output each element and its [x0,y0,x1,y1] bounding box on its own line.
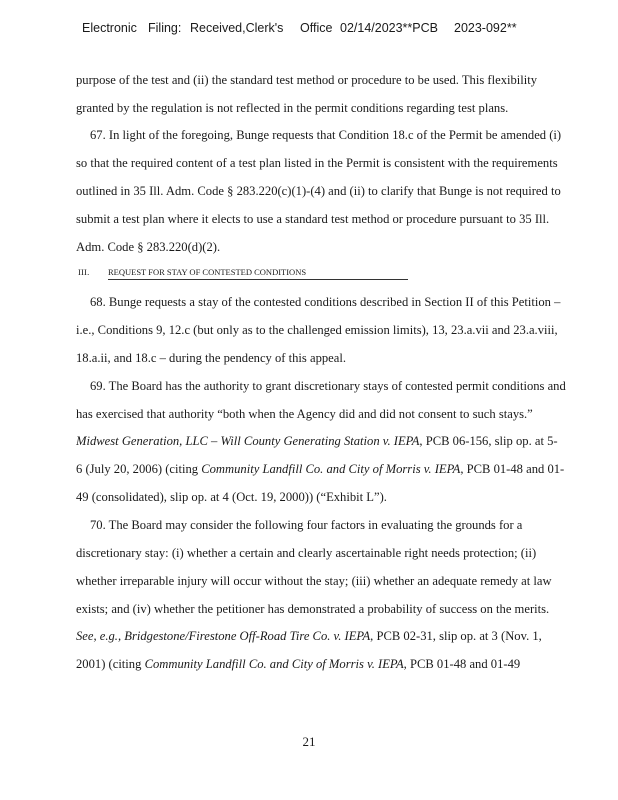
text-line: Adm. Code § 283.220(d)(2). [76,240,221,254]
citation-line [76,628,606,644]
section-heading: REQUEST FOR STAY OF CONTESTED CONDITIONS [108,267,408,280]
citation-text: 6 (July 20, 2006) (citing [76,462,202,476]
text-line: has exercised that authority “both when the Agency did and did not consent to such stays.” [76,407,533,421]
text-line: exists; and (iv) whether the petitioner has demonstrated a probability of success on the merits. [76,602,550,616]
header-received: Received,Clerk's [190,21,284,35]
text-line: 18.a.ii, and 18.c – during the pendency of this appeal. [76,351,346,365]
page-number: 21 [302,734,316,749]
citation-text: , PCB 06-156, slip op. at 5- [419,434,558,448]
text-line: 49 (consolidated), slip op. at 4 (Oct. 19, 2000)) (“Exhibit L”). [76,490,387,504]
paragraph-67-start: 67. In light of the foregoing, Bunge requests that Condition 18.c of the Permit be amended (i) [90,128,562,142]
citation-line [76,461,606,477]
text-line: whether irreparable injury will occur without the stay; (iii) whether an adequate remedy at law [76,574,552,588]
text-line: outlined in 35 Ill. Adm. Code § 283.220(c)(1)-(4) and (ii) to clarify that Bunge is not required to [76,184,561,198]
header-electronic: Electronic [82,21,137,35]
citation-line [76,433,606,449]
header-case: 2023-092** [454,21,517,35]
header-date: 02/14/2023**PCB [340,21,438,35]
case-name: Community Landfill Co. and City of Morris v. IEPA [201,462,461,476]
header-filing: Filing: [148,21,182,35]
header-office: Office [300,21,333,35]
citation-text: , PCB 02-31, slip op. at 3 (Nov. 1, [370,629,542,643]
citation-text: , PCB 01-48 and 01- [460,462,565,476]
paragraph-68-start: 68. Bunge requests a stay of the contested conditions described in Section II of this Petition – [90,295,561,309]
text-line: submit a test plan where it elects to use a standard test method or procedure pursuant to 35 Ill. [76,212,550,226]
citation-text: , PCB 01-48 and 01-49 [403,657,521,671]
text-line: so that the required content of a test plan listed in the Permit is consistent with the requirements [76,156,558,170]
citation-text: 2001) (citing [76,657,145,671]
case-name: Community Landfill Co. and City of Morris v. IEPA [144,657,404,671]
case-name: Midwest Generation, LLC – Will County Generating Station v. IEPA [76,434,420,448]
text-line: granted by the regulation is not reflected in the permit conditions regarding test plans. [76,101,509,115]
text-line: purpose of the test and (ii) the standard test method or procedure to be used. This flexibility [76,73,538,87]
text-line: discretionary stay: (i) whether a certain and clearly ascertainable right needs protection; (ii) [76,546,537,560]
paragraph-70-start: 70. The Board may consider the following four factors in evaluating the grounds for a [90,518,523,532]
paragraph-69-start: 69. The Board has the authority to grant discretionary stays of contested permit conditions and [90,379,566,393]
citation-line [76,656,606,672]
case-name: See, e.g., Bridgestone/Firestone Off-Road Tire Co. v. IEPA [76,629,371,643]
section-number: III. [78,267,90,277]
text-line: i.e., Conditions 9, 12.c (but only as to the challenged emission limits), 13, 23.a.vii and 23.a.viii, [76,323,558,337]
